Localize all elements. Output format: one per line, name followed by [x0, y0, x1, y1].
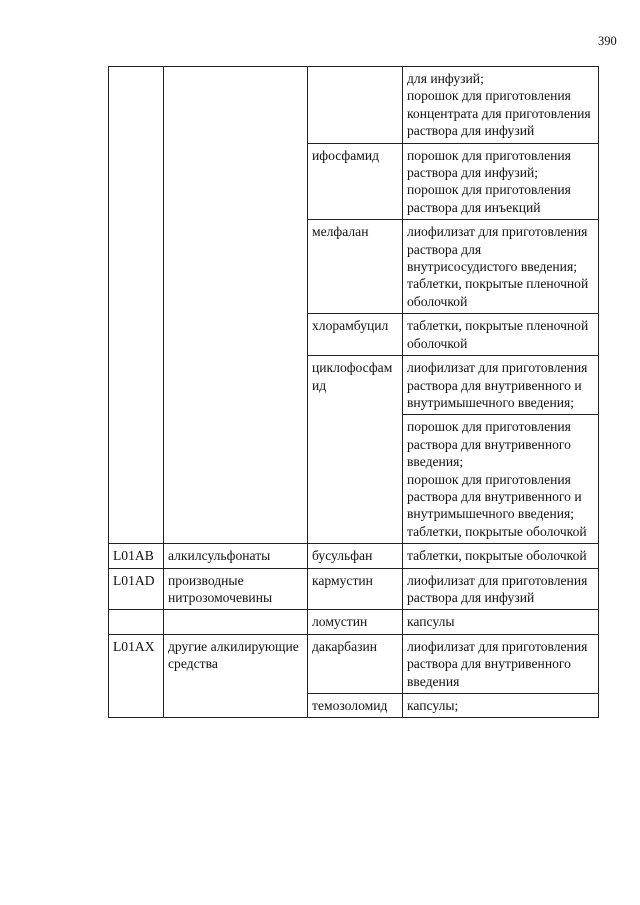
dosage-form-cell [403, 220, 599, 314]
drug-table-body [109, 67, 599, 718]
dosage-form-line: лиофилизат для приготовления раствора для внутривенного введения [407, 638, 588, 689]
drug-name-cell: ломустин [308, 610, 403, 634]
group-name-cell: производные нитрозомочевины [164, 568, 308, 610]
atc-code-cell: L01AD [109, 568, 164, 610]
table-row [109, 544, 599, 568]
dosage-form-line: капсулы; [407, 698, 459, 713]
dosage-form-line: лиофилизат для приготовления раствора для внутривенного и внутримышечного введения; [407, 360, 588, 410]
drug-name-cell: бусульфан [308, 544, 403, 568]
drug-name-cell: дакарбазин [308, 634, 403, 693]
dosage-form-cell [403, 314, 599, 356]
group-name-cell [164, 610, 308, 634]
drug-table [108, 66, 599, 718]
dosage-form-line: таблетки, покрытые оболочкой [407, 523, 587, 539]
dosage-form-line: для инфузий; [407, 71, 484, 86]
table-row [109, 610, 599, 634]
drug-name-cell: кармустин [308, 568, 403, 610]
group-name-cell: алкилсульфонаты [164, 544, 308, 568]
drug-name-cell: темозоломид [308, 694, 403, 718]
dosage-form-cell [403, 544, 599, 568]
dosage-form-line: таблетки, покрытые оболочкой [407, 548, 587, 564]
group-name-cell [164, 67, 308, 544]
table-row [109, 634, 599, 693]
dosage-form-line: капсулы [407, 614, 455, 630]
table-row [109, 568, 599, 610]
dosage-form-line: лиофилизат для приготовления раствора для внутрисосудистого введения; [407, 224, 588, 275]
drug-name-cell: ифосфамид [308, 143, 403, 220]
group-name-cell: другие алкилирующие средства [164, 634, 308, 718]
dosage-form-line: порошок для приготовления концентрата для приготовления раствора для инфузий [407, 88, 591, 139]
dosage-form-line: порошок для приготовления раствора для внутривенного введения; [407, 419, 571, 470]
dosage-form-cell [403, 610, 599, 634]
dosage-form-line: таблетки, покрытые пленочной оболочкой [407, 276, 589, 309]
dosage-form-cell [403, 568, 599, 610]
dosage-form-line: порошок для приготовления раствора для инъекций [407, 182, 571, 215]
page-number: 390 [598, 34, 617, 48]
dosage-form-line: порошок для приготовления раствора для внутривенного и внутримышечного введения; [407, 471, 582, 522]
dosage-form-cell [403, 415, 599, 544]
atc-code-cell [109, 67, 164, 544]
atc-code-cell: L01AB [109, 544, 164, 568]
drug-name-cell: хлорамбуцил [308, 314, 403, 356]
table-row [109, 67, 599, 144]
atc-code-cell: L01AX [109, 634, 164, 718]
dosage-form-cell [403, 356, 599, 415]
drug-name-cell: мелфалан [308, 220, 403, 314]
dosage-form-line: лиофилизат для приготовления раствора для инфузий [407, 572, 588, 605]
dosage-form-line: порошок для приготовления раствора для инфузий; [407, 147, 571, 181]
dosage-form-cell [403, 634, 599, 693]
dosage-form-cell [403, 67, 599, 144]
dosage-form-cell [403, 143, 599, 220]
atc-code-cell [109, 610, 164, 634]
dosage-form-line: таблетки, покрытые пленочной оболочкой [407, 318, 589, 351]
dosage-form-cell [403, 694, 599, 718]
drug-name-cell: циклофосфам ид [308, 356, 403, 544]
drug-name-cell [308, 67, 403, 144]
